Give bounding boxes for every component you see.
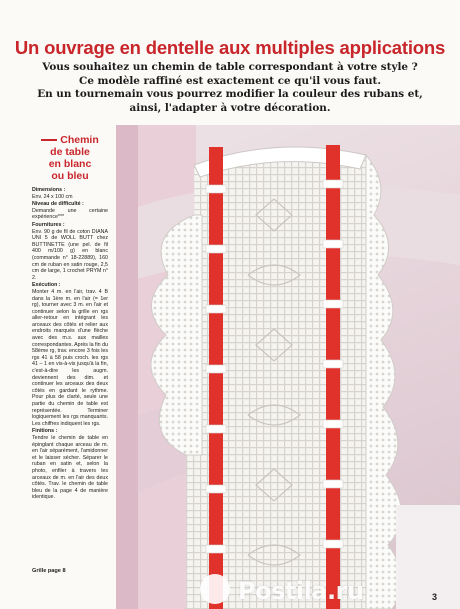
satin-ribbon-shape [209,147,223,609]
section-supplies [32,222,108,281]
section-dimensions [32,187,108,200]
satin-ribbon-shape [326,145,340,609]
instructions-sidebar [32,134,108,501]
product-photo [116,125,460,609]
table-edge-shape [396,505,460,609]
intro-line: ainsi, l'adapter à votre décoration. [129,101,331,114]
section-text: Monter 4 m. en l'air, trav. 4 B dans la 1ère m. en l'air (= 1er rg), tourner avec 3 m. en l'air et continuer selon la grille en rgs aller-retour en intégrant les arceaux des côtés et relier aux endroits marqués d'une flèche avec des m.s. aux mailles correspondantes. Après la fin du 58ème rg, trav. encore 3 fois les rgs 41 à 58 puis croch. les rgs 41 – 1 en vis-à-vis jusqu'à la fin, c'est-à-dire les augm. deviennent des dim. et continuer les arceaux des deux côtés en gardant le rythme. Pour plus de clarté, seule une partie du chemin de table est représentée. Terminer logiquement les rgs manquants. Les chiffres indiquent les rgs. [32,288,108,427]
section-text: Tendre le chemin de table en épinglant chaque arceau de m. en l'air séparément, l'amidonner et le laisser sécher. Séparer le ruban en satin et, selon la photo, enfiler à travers les arceaux de m. en l'air des deux côtés. Trav. le chemin de table bleu de la page 4 de manière identique. [32,434,108,501]
watermark-text: Postila.ru [238,577,364,605]
sidebar-title-line: ou bleu [51,170,89,182]
section-heading: Fournitures : [32,221,65,228]
lace-runner-illustration [116,125,460,609]
intro-line: Ce modèle raffiné est exactement ce qu'il vous faut. [79,74,381,87]
intro-line: Vous souhaitez un chemin de table correspondant à votre style ? [42,61,418,73]
chair-post-shape [116,125,138,609]
sidebar-title-line: de table [50,146,90,158]
section-heading: Finitions : [32,428,58,435]
page-title: Un ouvrage en dentelle aux multiples applications [14,37,446,58]
section-difficulty [32,201,108,221]
section-execution [32,282,108,427]
sidebar-title-line: en blanc [48,158,92,170]
page-number: 3 [432,592,438,602]
section-heading: Niveau de difficulté : [32,201,84,208]
section-text: Env. 90 g de fil de coton DIANA UNI 5 de WOLL BUTT chez BUTTINETTE (une pel. de fil 400 m/100 g) en blanc (commande n° 18-22889), 160 cm de ruban en satin rouge, 2,5 cm de large, 1 crochet PRYM n° 2. [32,228,108,281]
intro-text [20,61,440,115]
sidebar-title [32,134,108,182]
section-finishing [32,428,108,501]
section-text: Demande une certaine expérience*** [32,207,108,221]
title-dash [41,139,57,141]
section-text: Env. 24 x 100 cm [32,193,73,200]
section-heading: Dimensions : [32,187,66,193]
sidebar-title-line: Chemin [60,134,99,146]
grid-reference: Grille page 8 [32,568,66,574]
section-heading: Exécution : [32,282,61,289]
watermark-logo-icon [200,574,230,604]
intro-line: En un tournemain vous pourrez modifier la couleur des rubans et, [37,88,423,100]
